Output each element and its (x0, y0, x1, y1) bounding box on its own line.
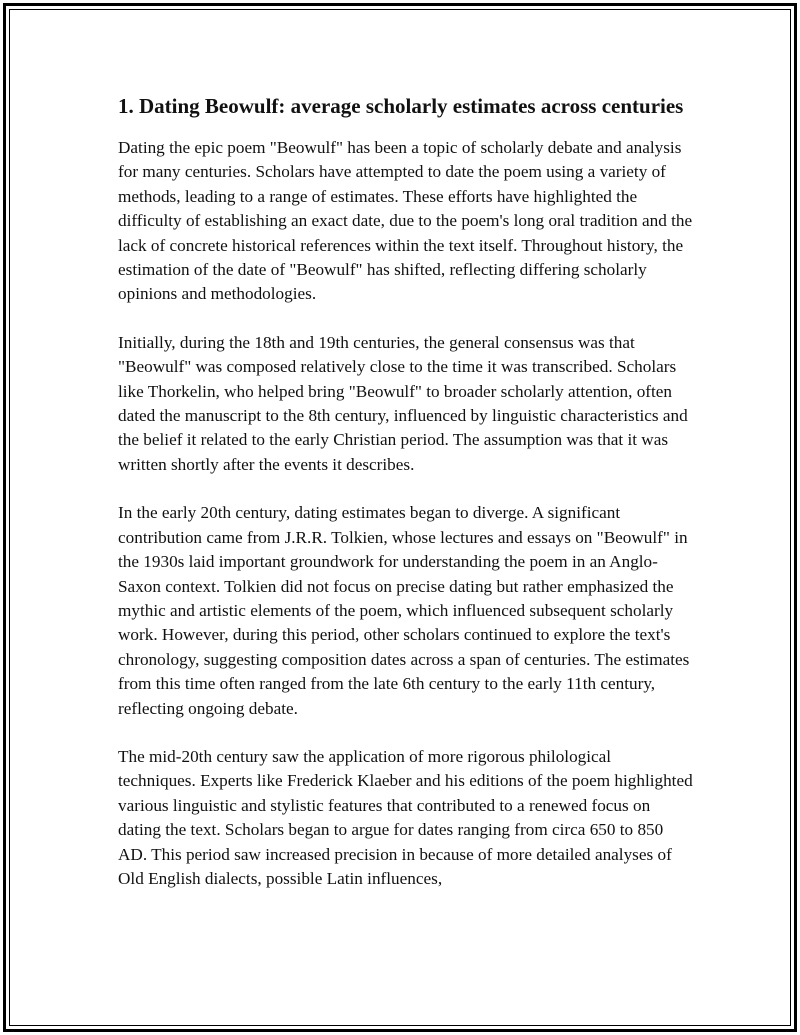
paragraph-18th-19th-century: Initially, during the 18th and 19th centuries, the general consensus was that "Beowulf" was composed relatively close to the time it was transcribed. Scholars like Thorkelin, who helped bring "Beowulf" to broader scholarly attention, often dated the manuscript to the 8th century, influenced by linguistic characteristics and the belief it related to the early Christian period. The assumption was that it was written shortly after the events it describes. (118, 332, 688, 474)
section-title: 1. Dating Beowulf: average scholarly estimates across centuries (118, 94, 684, 118)
paragraph-early-20th-century: In the early 20th century, dating estimates began to diverge. A significant contribution came from J.R.R. Tolkien, whose lectures and essays on "Beowulf" in the 1930s laid important groundwork for understanding the poem in an Anglo-Saxon context. Tolkien did not focus on precise dating but rather emphasized the mythic and artistic elements of the poem, which influenced subsequent scholarly work. However, during this period, other scholars continued to explore the text's chronology, suggesting composition dates across a span of centuries. The estimates from this time often ranged from the late 6th century to the early 11th century, reflecting ongoing debate. (118, 503, 690, 718)
paragraph-intro: Dating the epic poem "Beowulf" has been a topic of scholarly debate and analysis for many centuries. Scholars have attempted to date the poem using a variety of methods, leading to a range of estimates. These efforts have highlighted the difficulty of establishing an exact date, due to the poem's long oral tradition and the lack of concrete historical references within the text itself. Throughout history, the estimation of the date of "Beowulf" has shifted, reflecting differing scholarly opinions and methodologies. (118, 138, 693, 304)
paragraph-mid-20th-century: The mid-20th century saw the application of more rigorous philological techniques. Experts like Frederick Klaeber and his editions of the poem highlighted various linguistic and stylistic features that contributed to a renewed focus on dating the text. Scholars began to argue for dates ranging from circa 650 to 850 AD. This period saw increased precision in because of more detailed analyses of Old English dialects, possible Latin influences, (118, 746, 693, 888)
document-body (118, 92, 693, 915)
